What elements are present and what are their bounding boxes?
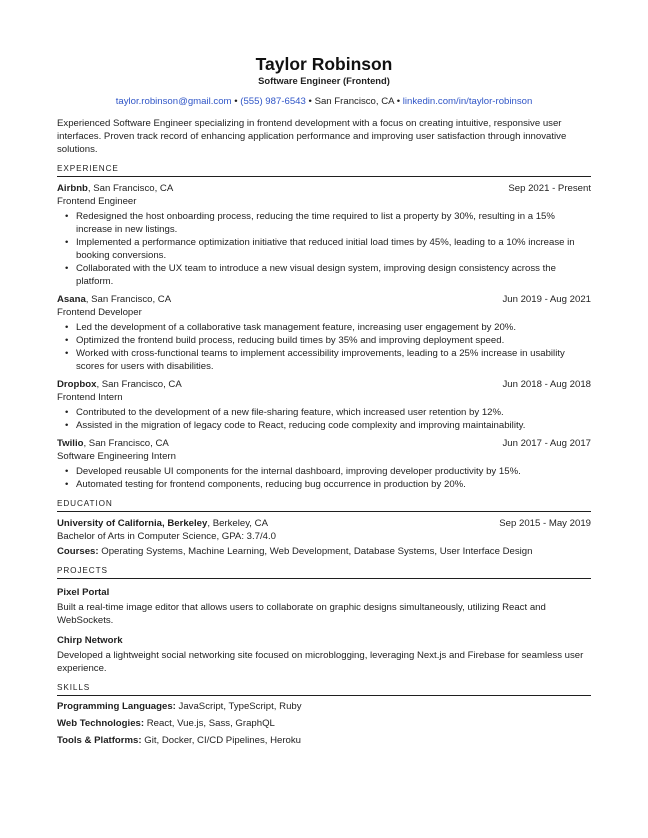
section-divider [57, 578, 591, 579]
job-entry [57, 437, 591, 491]
bullet-item: • Automated testing for frontend components, reducing bug occurrence in production by 20%. [57, 478, 591, 491]
project-name: Chirp Network [57, 635, 123, 646]
degree-text: Bachelor of Arts in Computer Science, GPA: 3.7/4.0 [57, 531, 276, 542]
job-dates: Jun 2017 - Aug 2017 [502, 438, 591, 449]
company-name: Asana [57, 294, 86, 305]
education-entry [57, 517, 591, 558]
candidate-name: Taylor Robinson [255, 54, 393, 74]
section-title-experience: EXPERIENCE [57, 164, 119, 173]
job-role: Frontend Intern [57, 392, 123, 403]
skill-value: Git, Docker, CI/CD Pipelines, Heroku [141, 735, 301, 746]
project-name: Pixel Portal [57, 587, 110, 598]
bullet-item: • Contributed to the development of a new file-sharing feature, which increased user retention by 12%. [57, 406, 591, 419]
company-name: Airbnb [57, 183, 88, 194]
education-dates: Sep 2015 - May 2019 [499, 518, 591, 529]
skills-section [57, 683, 591, 747]
bullet-item: • Led the development of a collaborative task management feature, increasing user engagement by 20%. [57, 321, 591, 334]
bullet-item: • Developed reusable UI components for the internal dashboard, improving developer productivity by 15%. [57, 465, 591, 478]
job-header [57, 182, 591, 195]
courses-list: Operating Systems, Machine Learning, Web Development, Database Systems, User Interface Design [98, 546, 533, 557]
job-role: Software Engineering Intern [57, 451, 176, 462]
company-location: , San Francisco, CA [85, 294, 172, 305]
resume-header [57, 54, 591, 108]
courses-line [57, 545, 591, 558]
company-location: , San Francisco, CA [96, 379, 182, 390]
experience-section [57, 164, 591, 491]
company-location: , San Francisco, CA [83, 438, 169, 449]
contact-line [57, 95, 591, 108]
school-location: , Berkeley, CA [207, 518, 268, 529]
summary-text: Experienced Software Engineer specializing in frontend development with a focus on creating intuitive, responsive user interfaces. Proven track record of enhancing application performance and improving user satisfaction through innovative solutions. [57, 118, 567, 155]
courses-label: Courses: [57, 546, 99, 557]
job-dates: Jun 2019 - Aug 2021 [502, 294, 591, 305]
job-role: Frontend Engineer [57, 196, 137, 207]
linkedin-link[interactable]: linkedin.com/in/taylor-robinson [402, 96, 533, 107]
phone-link[interactable]: (555) 987-6543 [240, 96, 306, 107]
section-title-skills: SKILLS [57, 683, 91, 692]
job-entry [57, 293, 591, 373]
email-link[interactable]: taylor.robinson@gmail.com [115, 96, 232, 107]
skill-value: React, Vue.js, Sass, GraphQL [144, 718, 275, 729]
school-name: University of California, Berkeley [57, 518, 208, 529]
skill-value: JavaScript, TypeScript, Ruby [175, 701, 302, 712]
section-divider [57, 511, 591, 512]
job-role: Frontend Developer [57, 307, 142, 318]
bullet-item: • Implemented a performance optimization initiative that reduced initial load times by 45%, leading to a 10% increase in booking conversions. [57, 236, 591, 262]
skill-label: Programming Languages: [57, 701, 176, 712]
bullet-item: • Redesigned the host onboarding process, reducing the time required to list a property by 30%, resulting in a 15% increase in new listings. [57, 210, 591, 236]
company-location: , San Francisco, CA [87, 183, 174, 194]
project-description: Built a real-time image editor that allows users to collaborate on graphic designs simultaneously, utilizing React and WebSockets. [57, 602, 546, 626]
bullet-item: • Optimized the frontend build process, reducing build times by 35% and improving deployment speed. [57, 334, 591, 347]
job-dates: Jun 2018 - Aug 2018 [502, 379, 591, 390]
section-title-education: EDUCATION [57, 499, 113, 508]
skill-label: Tools & Platforms: [57, 735, 142, 746]
contact-separator: • [396, 96, 401, 107]
contact-separator: • [308, 96, 312, 107]
location-text: San Francisco, CA [314, 96, 395, 107]
job-bullets [57, 321, 591, 373]
section-divider [57, 695, 591, 696]
job-header [57, 293, 591, 306]
skill-line [57, 734, 591, 747]
job-bullets [57, 465, 591, 491]
section-title-projects: PROJECTS [57, 566, 108, 575]
job-dates: Sep 2021 - Present [508, 183, 591, 194]
bullet-item: • Worked with cross-functional teams to implement accessibility improvements, leading to a 25% increase in usability scores for users with disabilities. [57, 347, 591, 373]
job-bullets [57, 210, 591, 288]
project-description: Developed a lightweight social networking site focused on microblogging, leveraging Next.js and Firebase for seamless user experience. [57, 650, 584, 674]
job-bullets [57, 406, 591, 432]
section-divider [57, 176, 591, 177]
bullet-item: • Collaborated with the UX team to introduce a new visual design system, improving design consistency across the platform. [57, 262, 591, 288]
job-header [57, 378, 591, 391]
skill-line [57, 700, 591, 713]
projects-section [57, 566, 591, 675]
skill-label: Web Technologies: [57, 718, 145, 729]
company-name: Twilio [57, 438, 84, 449]
job-header [57, 437, 591, 450]
candidate-title: Software Engineer (Frontend) [258, 75, 390, 86]
education-header [57, 517, 591, 530]
contact-separator: • [234, 96, 238, 107]
bullet-item: • Assisted in the migration of legacy code to React, reducing code complexity and improving maintainability. [57, 419, 591, 432]
job-entry [57, 378, 591, 432]
job-entry [57, 182, 591, 288]
education-section [57, 499, 591, 558]
company-name: Dropbox [57, 379, 97, 390]
skill-line [57, 717, 591, 730]
